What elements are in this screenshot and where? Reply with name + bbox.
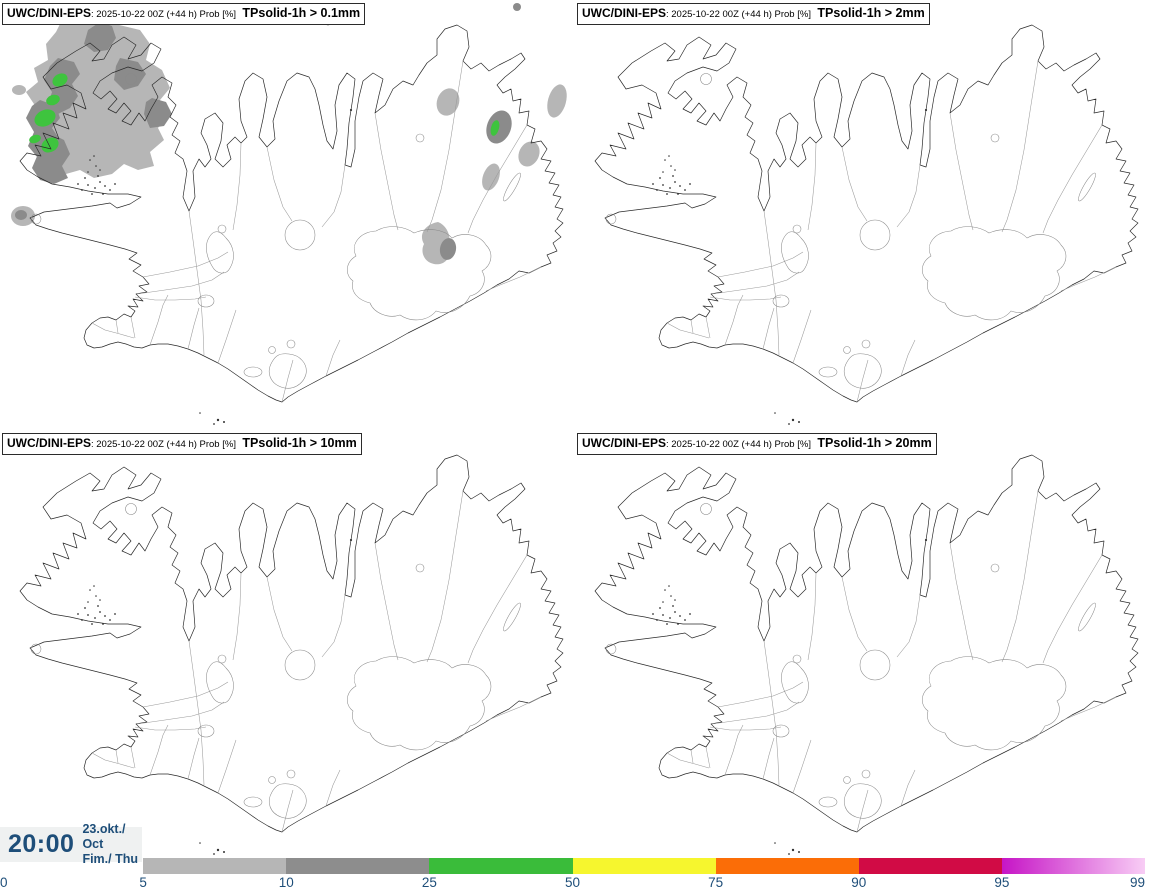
iceland-coastline bbox=[595, 21, 1138, 425]
legend-tick-label: 50 bbox=[564, 875, 581, 890]
threshold-label: TPsolid-1h > 10mm bbox=[242, 436, 357, 450]
run-info: : 2025-10-22 00Z (+44 h) Prob [%] bbox=[91, 9, 236, 20]
probability-overlay bbox=[11, 3, 570, 264]
iceland-coastline bbox=[20, 451, 563, 855]
valid-date-line: 23.okt./ Oct bbox=[82, 822, 126, 851]
iceland-coastline bbox=[595, 451, 1138, 855]
iceland-map bbox=[575, 0, 1150, 430]
legend-segment-25-50 bbox=[429, 858, 572, 874]
run-info: : 2025-10-22 00Z (+44 h) Prob [%] bbox=[91, 439, 236, 450]
panel-title bbox=[577, 3, 930, 25]
valid-time: 20:00 bbox=[8, 830, 75, 858]
forecast-panel-2mm bbox=[575, 0, 1150, 430]
threshold-label: TPsolid-1h > 0.1mm bbox=[242, 6, 361, 20]
panel-title bbox=[2, 3, 365, 25]
panel-title bbox=[577, 433, 937, 455]
legend-ticks bbox=[0, 875, 1150, 891]
model-name: UWC/DINI-EPS bbox=[582, 436, 666, 450]
legend-segment-50-75 bbox=[573, 858, 716, 874]
run-info: : 2025-10-22 00Z (+44 h) Prob [%] bbox=[666, 9, 811, 20]
legend-segment-5-10 bbox=[143, 858, 286, 874]
legend-tick-label: 99 bbox=[1129, 875, 1145, 890]
valid-time-box bbox=[0, 822, 142, 866]
threshold-label: TPsolid-1h > 2mm bbox=[817, 6, 925, 20]
legend-tick-label: 95 bbox=[994, 875, 1010, 890]
legend-colorbar bbox=[0, 858, 1145, 874]
valid-day-line: Fim./ Thu bbox=[82, 852, 139, 866]
legend-tick-label: 0 bbox=[0, 875, 8, 890]
forecast-panel-0.1mm bbox=[0, 0, 575, 430]
model-name: UWC/DINI-EPS bbox=[7, 6, 91, 20]
model-name: UWC/DINI-EPS bbox=[582, 6, 666, 20]
legend-tick-label: 25 bbox=[421, 875, 437, 890]
panel-title bbox=[2, 433, 362, 455]
forecast-panel-20mm bbox=[575, 430, 1150, 860]
legend-tick-label: 5 bbox=[139, 875, 147, 890]
model-name: UWC/DINI-EPS bbox=[7, 436, 91, 450]
legend-segment-10-25 bbox=[286, 858, 429, 874]
legend-segment-75-90 bbox=[716, 858, 859, 874]
iceland-map bbox=[0, 0, 575, 430]
legend-segment-90-95 bbox=[859, 858, 1002, 874]
legend-tick-label: 90 bbox=[851, 875, 867, 890]
iceland-map bbox=[0, 430, 575, 860]
legend-tick-label: 10 bbox=[278, 875, 294, 890]
legend-tick-label: 75 bbox=[708, 875, 724, 890]
forecast-panel-10mm bbox=[0, 430, 575, 860]
run-info: : 2025-10-22 00Z (+44 h) Prob [%] bbox=[666, 439, 811, 450]
valid-date bbox=[82, 822, 142, 867]
iceland-map bbox=[575, 430, 1150, 860]
legend-segment-95-99 bbox=[1002, 858, 1145, 874]
threshold-label: TPsolid-1h > 20mm bbox=[817, 436, 932, 450]
